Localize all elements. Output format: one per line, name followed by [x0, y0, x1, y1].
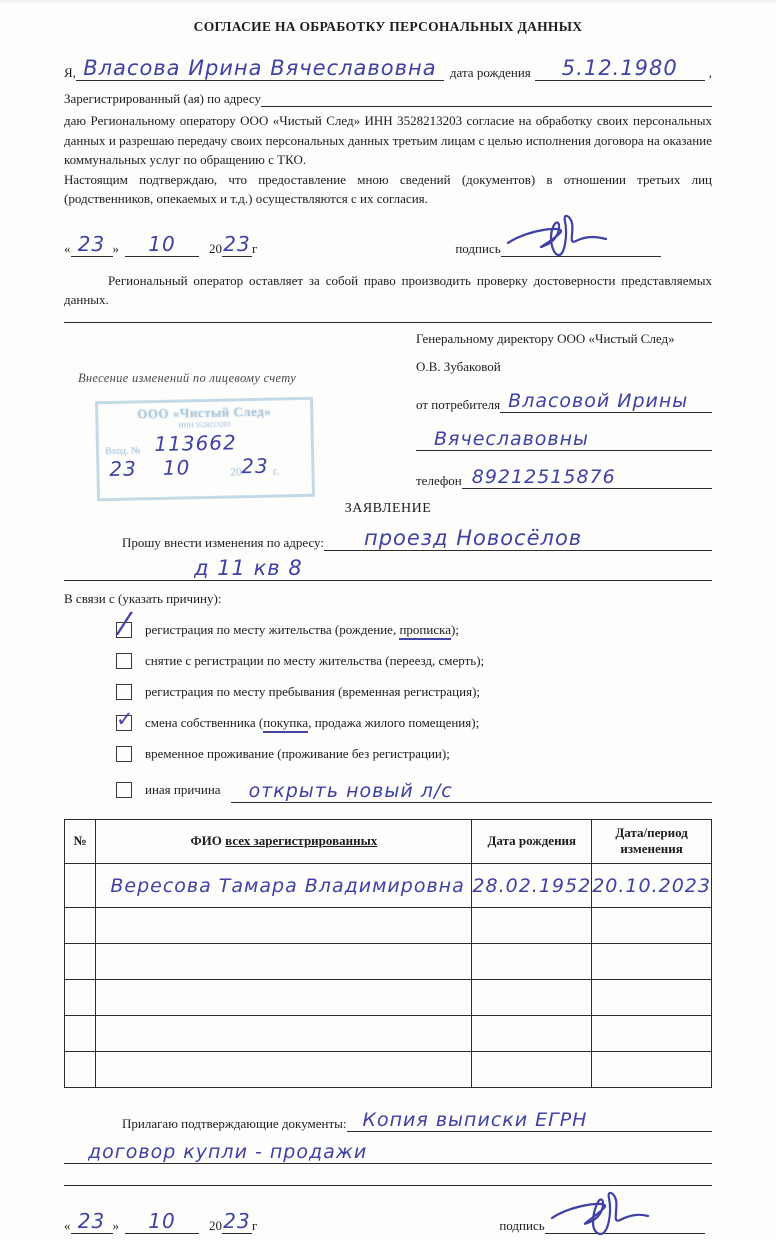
- account-change-note: Внесение изменений по лицевому счету: [78, 370, 297, 385]
- checkbox: [116, 605, 132, 641]
- reason-option-temporary-registration: [116, 684, 712, 700]
- footer-date-month-handwriting: 10: [148, 1209, 176, 1234]
- table-row-empty: [65, 1052, 712, 1088]
- from-consumer-line: [416, 387, 712, 413]
- year-suffix: г: [252, 240, 258, 256]
- request-address-line-2: [64, 551, 712, 581]
- phone-handwriting: 89212515876: [471, 465, 616, 488]
- date-year-field: [222, 232, 252, 257]
- footer-date-signature-row: [64, 1200, 712, 1234]
- dob-handwriting: 5.12.1980: [561, 56, 678, 80]
- reason-label: смена собственника (покупка, продажа жилого помещения);: [145, 715, 479, 731]
- incoming-stamp: [95, 396, 315, 501]
- request-label: Прошу внести изменения по адресу:: [122, 534, 324, 550]
- cell-period: 20.10.2023: [592, 864, 712, 908]
- quote-open: «: [64, 240, 71, 256]
- page-title: СОГЛАСИЕ НА ОБРАБОТКУ ПЕРСОНАЛЬНЫХ ДАННЫХ: [193, 19, 583, 34]
- other-reason-handwriting: открыть новый л/с: [248, 779, 453, 802]
- footer-signature-scribble: [546, 1188, 666, 1240]
- attached-docs-field-3: [64, 1164, 712, 1186]
- stamp-number-row: [105, 428, 305, 456]
- stamp-number-label: Вход. №: [104, 444, 141, 457]
- stamp-year-handwriting: 23: [241, 453, 269, 478]
- other-reason-field: [231, 777, 712, 803]
- footer-date-year-field: [222, 1209, 252, 1234]
- reason-label: снятие с регистрации по месту жительства (переезд, смерть);: [145, 652, 485, 668]
- date-day-handwriting: 23: [77, 231, 106, 256]
- attached-docs-line: [64, 1102, 712, 1132]
- table-row: [65, 864, 712, 908]
- scanned-form-page: [0, 3, 776, 1234]
- checkbox: [116, 653, 132, 669]
- consent-confirmation-paragraph: Настоящим подтверждаю, что предоставление мною сведений (документов) в отношении третьих лиц (родственников, опекаемых и т.д.) осуществляются с их согласия.: [64, 171, 712, 206]
- year-century: 20: [209, 240, 222, 256]
- director-line: Генеральному директору ООО «Чистый След»: [416, 330, 675, 346]
- stamp-year-suffix: г.: [272, 464, 280, 478]
- attached-docs-line-2: [64, 1132, 712, 1164]
- signature-label: подпись: [455, 240, 501, 256]
- from-handwriting-1: Власовой Ирины: [508, 389, 689, 412]
- table-header-row: [65, 819, 712, 864]
- footer-date-day-handwriting: 23: [77, 1209, 106, 1234]
- date-month-handwriting: 10: [148, 231, 176, 256]
- stamp-number-handwriting: 113662: [154, 429, 237, 456]
- pen-underlined-word: прописка: [399, 622, 451, 640]
- table-row-empty: [65, 944, 712, 980]
- reason-option-residence-registration: [116, 605, 712, 641]
- date-month-field: [125, 232, 199, 257]
- registered-persons-table: [64, 819, 712, 1089]
- stamp-month-handwriting: 10: [162, 454, 191, 480]
- footer-date-year-handwriting: 23: [223, 1209, 251, 1234]
- from-label: от потребителя: [416, 396, 501, 412]
- reason-option-deregistration: [116, 653, 712, 669]
- cell-fio: Вересова Тамара Владимировна: [96, 864, 472, 908]
- footer-year-suffix: г: [252, 1218, 258, 1234]
- dob-field: [535, 53, 705, 81]
- reason-label: временное проживание (проживание без регистрации);: [145, 745, 450, 761]
- quote-close: »: [112, 240, 119, 256]
- cell-number: [65, 864, 96, 908]
- pen-underlined-word: покупка: [263, 715, 308, 733]
- phone-label: телефон: [416, 472, 462, 488]
- from-field-2: [416, 425, 712, 451]
- request-address-field-2: [64, 553, 712, 581]
- addressee-block: [416, 323, 712, 489]
- registered-address-field: [261, 91, 712, 107]
- checkbox: [116, 684, 132, 700]
- quote-close: »: [112, 1218, 119, 1234]
- date-day-field: [71, 232, 113, 257]
- reason-label: иная причина: [145, 781, 221, 797]
- reason-option-temporary-stay: [116, 746, 712, 762]
- name-line: [64, 51, 712, 81]
- from-consumer-line-2: [416, 425, 712, 451]
- registered-address-line: [64, 91, 712, 107]
- from-handwriting-2: Вячеславовны: [434, 427, 590, 450]
- consent-date-signature-row: [64, 223, 712, 257]
- stamp-date-row: [105, 452, 305, 480]
- quote-open: «: [64, 1218, 71, 1234]
- application-header-zone: [64, 323, 712, 489]
- consent-body-paragraph: даю Региональному оператору ООО «Чистый След» ИНН 3528213203 согласие на обработку своих персональных данных и разрешаю передачу своих персональных данных третьим лицам с целью исполнения договора на оказание коммунальных услуг по обращению с ТКО.: [64, 113, 712, 167]
- footer-date-month-field: [125, 1209, 199, 1234]
- attached-docs-label: Прилагаю подтверждающие документы:: [122, 1116, 347, 1132]
- checkbox-mark: ∕: [117, 605, 131, 641]
- column-header-number: №: [65, 819, 96, 864]
- i-label: Я,: [64, 65, 76, 80]
- request-address-field: [324, 523, 712, 551]
- attached-docs-field: [347, 1104, 713, 1132]
- column-header-period: Дата/период изменения: [592, 819, 712, 864]
- request-address-line: [64, 521, 712, 551]
- stamp-organization: ООО «Чистый След»: [137, 403, 272, 421]
- request-address-handwriting-2: д 11 кв 8: [194, 555, 303, 580]
- checkbox: [116, 746, 132, 762]
- reason-option-owner-change: [116, 706, 712, 731]
- phone-field: [462, 463, 712, 489]
- trailing-comma: ,: [708, 65, 712, 80]
- from-field-1: [500, 387, 712, 413]
- director-name: О.В. Зубаковой: [416, 358, 501, 374]
- footer-signature-label: подпись: [499, 1218, 545, 1234]
- name-field: [76, 53, 444, 81]
- phone-line: [416, 463, 712, 489]
- cell-dob: 28.02.1952: [472, 864, 592, 908]
- table-row-empty: [65, 980, 712, 1016]
- column-header-dob: Дата рождения: [472, 819, 592, 864]
- stamp-year-prefix: 20: [230, 465, 242, 478]
- attached-docs-handwriting-1: Копия выписки ЕГРН: [362, 1109, 588, 1132]
- checkbox: [116, 706, 134, 731]
- date-year-handwriting: 23: [223, 231, 251, 256]
- table-row-empty: [65, 1016, 712, 1052]
- reason-option-other: [116, 777, 712, 803]
- footer-date-day-field: [71, 1209, 113, 1234]
- dob-label: дата рождения: [449, 65, 531, 80]
- stamp-inn: ИНН 3528213203: [178, 419, 231, 430]
- reason-label: регистрация по месту жительства (рождение, прописка);: [145, 622, 459, 638]
- column-header-fio: ФИО всех зарегистрированных: [96, 819, 472, 864]
- footer-year-century: 20: [209, 1218, 222, 1234]
- request-address-handwriting: проезд Новосёлов: [364, 525, 583, 550]
- reason-label: регистрация по месту пребывания (временная регистрация);: [145, 683, 481, 699]
- reason-section-label: В связи с (указать причину):: [64, 590, 222, 606]
- application-heading: ЗАЯВЛЕНИЕ: [344, 500, 432, 516]
- checkbox: [116, 782, 132, 798]
- table-row-empty: [65, 908, 712, 944]
- stamp-day-handwriting: 23: [109, 455, 138, 481]
- signature-scribble: [502, 211, 622, 259]
- attached-docs-handwriting-2: договор купли - продажи: [88, 1141, 368, 1164]
- name-handwriting: Власова Ирина Вячеславовна: [83, 56, 437, 80]
- operator-note: Региональный оператор оставляет за собой право производить проверку достоверности представляемых данных.: [64, 272, 712, 307]
- attached-docs-field-2: [64, 1134, 712, 1164]
- checkbox-mark: ✓: [116, 706, 134, 731]
- registered-address-label: Зарегистрированный (ая) по адресу: [64, 91, 261, 106]
